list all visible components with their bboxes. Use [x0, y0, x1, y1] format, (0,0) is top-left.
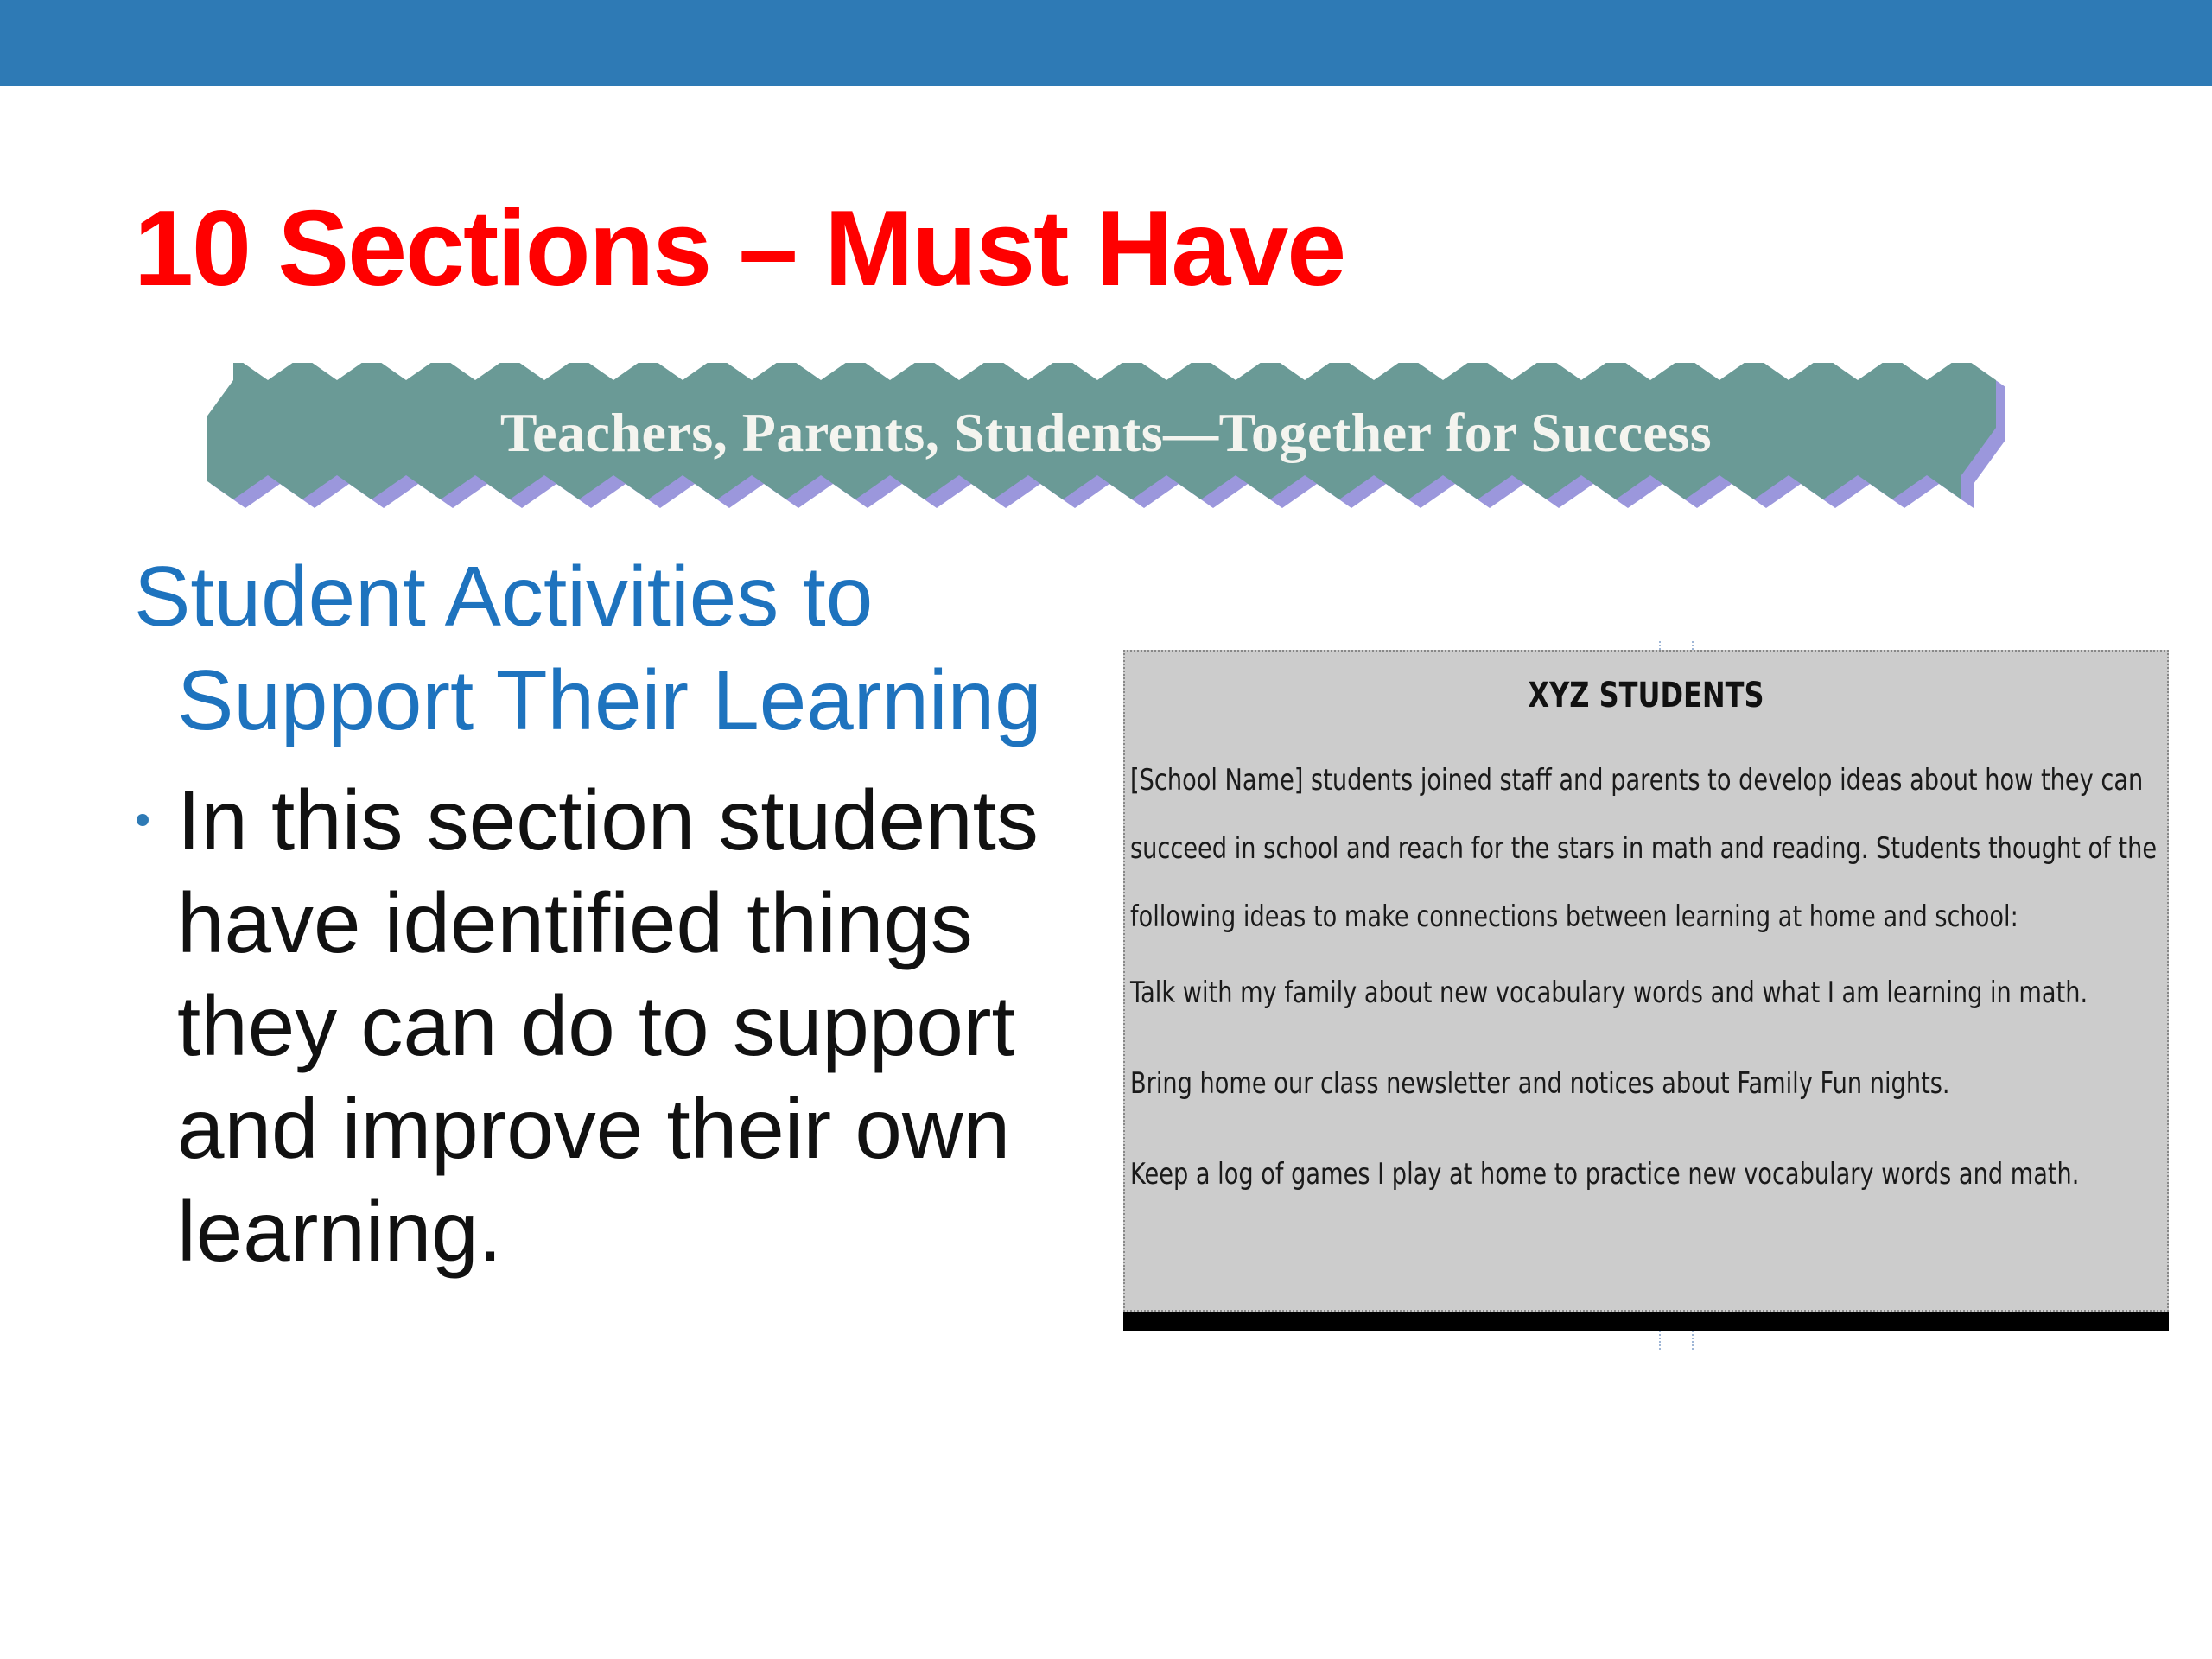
- bullet-item: [112, 769, 1106, 1283]
- excerpt-ideas-list: [1130, 967, 2160, 1239]
- excerpt-title: XYZ STUDENTS: [1528, 676, 1764, 715]
- section-subheading: [134, 544, 1102, 752]
- excerpt-idea: Bring home our class newsletter and notices about Family Fun nights.: [1130, 1066, 1950, 1101]
- excerpt-idea: Talk with my family about new vocabulary words and what I am learning in math.: [1130, 976, 2088, 1010]
- subheading-line-2: Support Their Learning: [177, 652, 1042, 747]
- excerpt-idea: Keep a log of games I play at home to practice new vocabulary words and math.: [1130, 1157, 2080, 1192]
- excerpt-body: [1130, 747, 2160, 1239]
- excerpt-intro: [School Name] students joined staff and parents to develop ideas about how they can succeed in school and reach for the stars in math and reading. Students thought of the following ideas to make connections between learning at home and school:: [1130, 763, 2158, 934]
- banner-text: Teachers, Parents, Students—Together for Success: [499, 402, 1713, 463]
- excerpt-bottom-rule: [1123, 1312, 2169, 1331]
- guide-marker: [1692, 1331, 1694, 1350]
- bullet-dot-icon: [137, 814, 149, 826]
- compact-excerpt-image: [1123, 650, 2169, 1312]
- top-accent-bar: [0, 0, 2212, 86]
- subheading-line-1: Student Activities to: [134, 549, 874, 644]
- bullet-text: In this section students have identified things they can do to support and improve their own learning.: [177, 772, 1039, 1279]
- bullet-list: [112, 769, 1106, 1283]
- guide-marker: [1659, 1331, 1661, 1350]
- slide-title: 10 Sections – Must Have: [134, 189, 1345, 308]
- banner: [207, 363, 2005, 510]
